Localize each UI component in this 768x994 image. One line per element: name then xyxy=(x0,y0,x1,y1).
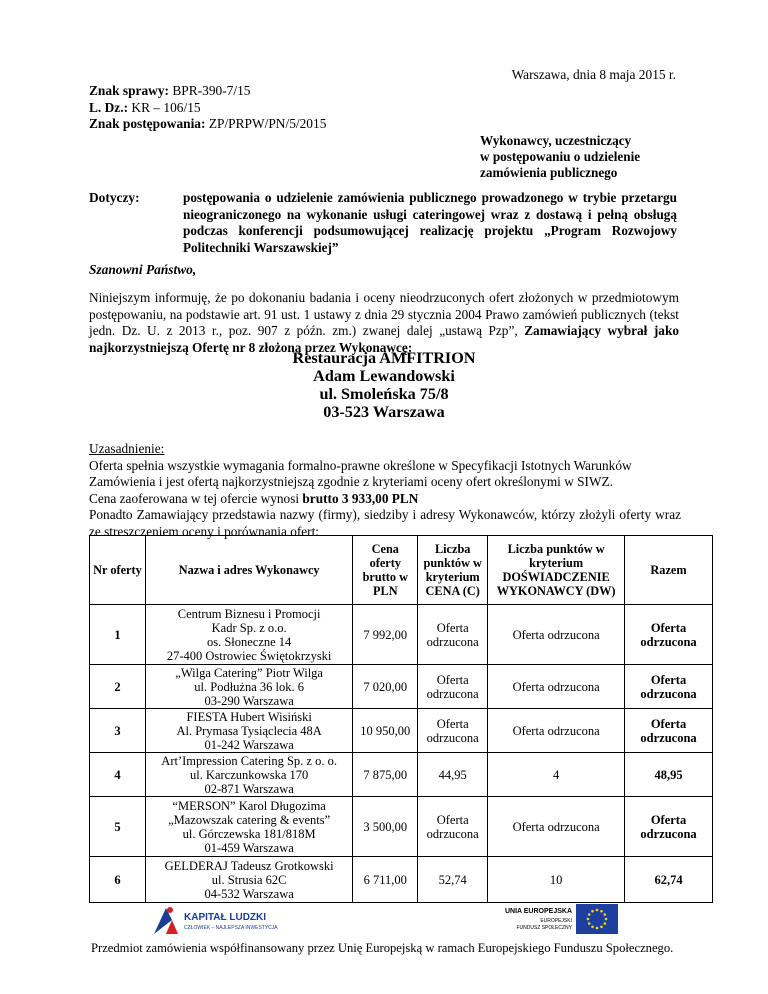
price-prefix: Cena zaoferowana w tej ofercie wynosi xyxy=(89,490,303,506)
price-value: brutto 3 933,00 PLN xyxy=(302,490,419,506)
contractor-line: GELDERAJ Tadeusz Grotkowski xyxy=(164,858,334,873)
kl-title: KAPITAŁ LUDZKI xyxy=(184,912,267,923)
contractor-line: Kadr Sp. z o.o. xyxy=(211,620,287,635)
winner-line: Restauracja AMFITRION xyxy=(292,349,476,367)
header-experience-points: Liczba punktów w kryterium DOŚWIADCZENIE WYKONAWCY (DW) xyxy=(488,536,625,605)
contractor-line: „Wilga Catering” Piotr Wilga xyxy=(175,665,323,680)
price-cell: 3 500,00 xyxy=(353,797,418,857)
experience-points-cell: 10 xyxy=(488,857,625,903)
eu-star xyxy=(603,922,606,925)
winner-line: ul. Smoleńska 75/8 xyxy=(319,385,449,403)
header-contractor: Nazwa i adres Wykonawcy xyxy=(145,536,352,605)
eu-star xyxy=(600,910,603,913)
eu-flag-icon xyxy=(576,904,618,934)
contractor-line: ul. Podłużna 36 lok. 6 xyxy=(194,679,304,694)
contractor-cell xyxy=(145,857,352,903)
eu-efs-logo xyxy=(488,904,618,940)
greeting: Szanowni Państwo, xyxy=(89,262,197,277)
total-cell: 48,95 xyxy=(625,753,713,797)
contractor-line: “MERSON” Karol Długozima xyxy=(172,798,326,813)
justification-label: Uzasadnienie: xyxy=(89,441,165,456)
eu-title: UNIA EUROPEJSKA xyxy=(504,908,572,915)
ldz-value: KR – 106/15 xyxy=(131,99,201,115)
header-price-points: Liczba punktów w kryterium CENA (C) xyxy=(418,536,488,605)
offer-number-cell: 4 xyxy=(90,753,146,797)
total-cell: Oferta odrzucona xyxy=(625,709,713,753)
kl-subtitle: CZŁOWIEK – NAJLEPSZA INWESTYCJA xyxy=(184,925,278,931)
contractor-line: „Mazowszak catering & events” xyxy=(168,812,331,827)
price-points-cell: 52,74 xyxy=(418,857,488,903)
document-date: Warszawa, dnia 8 maja 2015 r. xyxy=(511,67,676,82)
price-cell: 6 711,00 xyxy=(353,857,418,903)
experience-points-cell: Oferta odrzucona xyxy=(488,605,625,665)
offer-number-cell: 5 xyxy=(90,797,146,857)
table-row xyxy=(90,709,713,753)
eu-sub2: FUNDUSZ SPOŁECZNY xyxy=(516,925,572,931)
contractor-line: 02-871 Warszawa xyxy=(204,781,294,796)
contractor-line: ul. Karczunkowska 170 xyxy=(189,767,309,782)
contractor-line: 27-400 Ostrowiec Świętokrzyski xyxy=(166,648,332,663)
recipient-line: w postępowaniu o udzielenie xyxy=(480,149,641,164)
contractor-line: Art’Impression Catering Sp. z o. o. xyxy=(161,753,337,768)
total-cell: Oferta odrzucona xyxy=(625,605,713,665)
contractor-line: 01-459 Warszawa xyxy=(204,840,294,855)
procedure-number-value: ZP/PRPW/PN/5/2015 xyxy=(208,116,327,131)
contractor-line: 01-242 Warszawa xyxy=(204,737,294,752)
subject-text: postępowania o udzielenie zamówienia publicznego prowadzonego w trybie przetargu nieograniczonego na wykonanie usługi cateringowej wraz z dostawą i pełną obsługą podczas konferencji podsumowującej realizację projektu „Program Rozwojowy Politechniki Warszawskiej” xyxy=(183,190,677,255)
price-cell: 7 875,00 xyxy=(353,753,418,797)
cofinancing-footer: Przedmiot zamówienia współfinansowany przez Unię Europejską w ramach Europejskiego Funduszu Społecznego. xyxy=(91,941,674,955)
recipient-line: zamówienia publicznego xyxy=(480,165,618,180)
winner-block xyxy=(89,349,679,421)
contractor-cell xyxy=(145,665,352,709)
price-points-cell: Oferta odrzucona xyxy=(418,605,488,665)
winner-line: 03-523 Warszawa xyxy=(323,403,445,421)
eu-star xyxy=(588,922,591,925)
table-row xyxy=(90,605,713,665)
contractor-line: 03-290 Warszawa xyxy=(204,693,294,708)
offer-number-cell: 1 xyxy=(90,605,146,665)
winner-line: Adam Lewandowski xyxy=(313,367,455,385)
experience-points-cell: Oferta odrzucona xyxy=(488,797,625,857)
offer-number-cell: 2 xyxy=(90,665,146,709)
kapital-ludzki-logo xyxy=(146,904,286,940)
offer-number-cell: 6 xyxy=(90,857,146,903)
eu-star xyxy=(587,918,590,921)
contractor-cell xyxy=(145,753,352,797)
ldz-label: L. Dz.: xyxy=(89,99,129,115)
case-references xyxy=(89,83,326,133)
table-row xyxy=(90,857,713,903)
recipient-block xyxy=(480,133,640,181)
price-cell: 7 020,00 xyxy=(353,665,418,709)
intro-paragraph xyxy=(89,290,679,356)
total-cell: Oferta odrzucona xyxy=(625,665,713,709)
contractor-line: Centrum Biznesu i Promocji xyxy=(177,606,321,621)
header-price: Cena oferty brutto w PLN xyxy=(353,536,418,605)
price-line xyxy=(89,491,681,508)
contractor-line: ul. Górczewska 181/818M xyxy=(182,826,316,841)
eu-star xyxy=(591,910,594,913)
price-cell: 10 950,00 xyxy=(353,709,418,753)
contractor-line: os. Słoneczne 14 xyxy=(206,634,292,649)
eu-star xyxy=(603,913,606,916)
intro-text: Niniejszym informuję, że po dokonaniu badania i oceny nieodrzuconych ofert złożonych w przedmiotowym postępowaniu, na podstawie art. 91 ust. 1 ustawy z dnia 29 stycznia 2004 Prawo zamówień publicznych (tekst jedn. Dz. U. z 2013 r., poz. 907 z późn. zm.) zwanej dalej „ustawą Pzp”, xyxy=(89,290,679,338)
eu-star xyxy=(588,913,591,916)
subject-label: Dotyczy: xyxy=(89,190,140,205)
contractor-line: Al. Prymasa Tysiąclecia 48A xyxy=(176,723,322,738)
procedure-number-label: Znak postępowania: xyxy=(89,116,206,131)
offer-number-cell: 3 xyxy=(90,709,146,753)
header-total: Razem xyxy=(625,536,713,605)
price-points-cell: Oferta odrzucona xyxy=(418,665,488,709)
total-cell: 62,74 xyxy=(625,857,713,903)
recipient-line: Wykonawcy, uczestniczący xyxy=(480,133,632,148)
price-points-cell: Oferta odrzucona xyxy=(418,797,488,857)
experience-points-cell: Oferta odrzucona xyxy=(488,665,625,709)
contractor-cell xyxy=(145,797,352,857)
contractor-line: FIESTA Hubert Wisiński xyxy=(186,709,312,724)
contractor-cell xyxy=(145,605,352,665)
contractor-line: 04-532 Warszawa xyxy=(204,886,294,901)
comparison-intro: Ponadto Zamawiający przedstawia nazwy (firmy), siedziby i adresy Wykonawców, którzy złożyli oferty wraz ze streszczeniem oceny i porównania ofert: xyxy=(89,507,681,539)
table-header-row xyxy=(90,536,713,605)
justification-block xyxy=(89,441,681,540)
intro-decision: Zamawiający wybrał jako najkorzystniejszą Ofertę nr 8 złożoną przez Wykonawcę: xyxy=(89,323,679,355)
price-points-cell: 44,95 xyxy=(418,753,488,797)
case-number-value: BPR-390-7/15 xyxy=(172,83,251,98)
eu-star xyxy=(605,918,608,921)
eu-star xyxy=(600,925,603,928)
price-points-cell: Oferta odrzucona xyxy=(418,709,488,753)
total-cell: Oferta odrzucona xyxy=(625,797,713,857)
eu-sub1: EUROPEJSKI xyxy=(540,918,572,924)
header-offer-number: Nr oferty xyxy=(90,536,146,605)
experience-points-cell: Oferta odrzucona xyxy=(488,709,625,753)
contractor-cell xyxy=(145,709,352,753)
table-row xyxy=(90,753,713,797)
offers-table xyxy=(89,535,713,903)
table-row xyxy=(90,665,713,709)
contractor-line: ul. Strusia 62C xyxy=(211,872,287,887)
eu-star xyxy=(596,927,599,930)
eu-star xyxy=(596,909,599,912)
case-number-label: Znak sprawy: xyxy=(89,83,169,98)
experience-points-cell: 4 xyxy=(488,753,625,797)
justification-text: Oferta spełnia wszystkie wymagania formalno-prawne określone w Specyfikacji Istotnych Warunków Zamówienia i jest ofertą najkorzystniejszą zgodnie z kryteriami oceny ofert określonymi w SIWZ. xyxy=(89,457,632,489)
eu-star xyxy=(591,925,594,928)
table-row xyxy=(90,797,713,857)
price-cell: 7 992,00 xyxy=(353,605,418,665)
